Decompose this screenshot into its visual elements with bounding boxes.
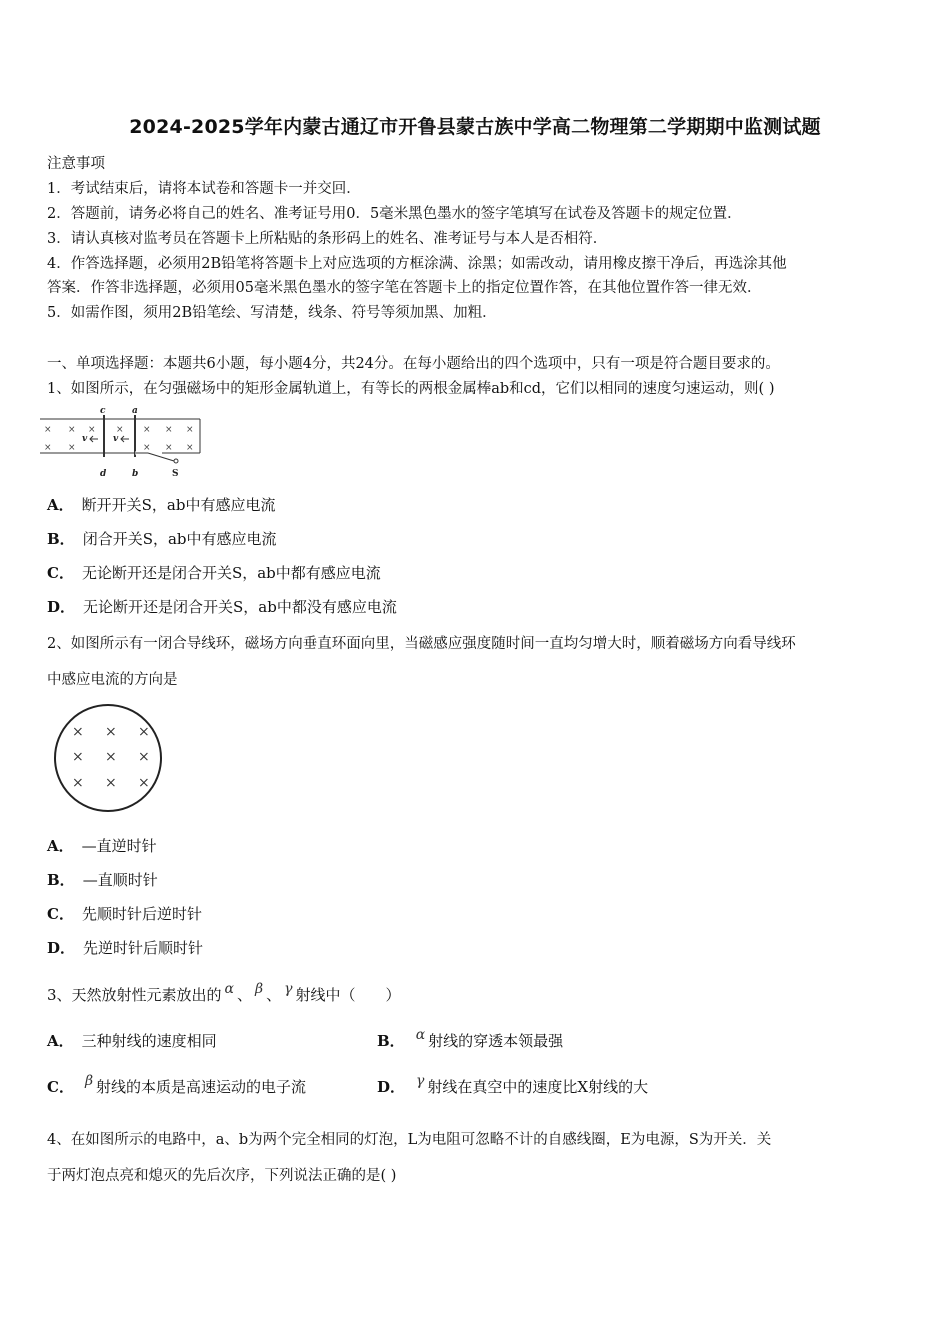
page-title: 2024-2025学年内蒙古通辽市开鲁县蒙古族中学高二物理第二学期期中监测试题 bbox=[129, 116, 821, 138]
q2-option-d[interactable]: D． 先逆时针后顺时针 bbox=[47, 939, 204, 957]
section-heading: 一、单项选择题：本题共6小题，每小题4分，共24分。在每小题给出的四个选项中，只有一项是符合题目要求的。 bbox=[47, 356, 780, 372]
q1-stem: 1、如图所示，在匀强磁场中的矩形金属轨道上，有等长的两根金属棒ab和cd，它们以相同的速度匀速运动，则( ) bbox=[47, 381, 775, 397]
q4-stem-line1: 4、在如图所示的电路中，a、b为两个完全相同的灯泡，L为电阻可忽略不计的自感线圈，E为电源，S为开关．关 bbox=[47, 1132, 772, 1148]
notice-item-4-cont: 答案．作答非选择题，必须用05毫米黑色墨水的签字笔在答题卡上的指定位置作答，在其他位置作答一律无效． bbox=[47, 280, 762, 296]
svg-text:×: × bbox=[165, 425, 173, 435]
svg-text:×: × bbox=[116, 425, 124, 435]
gamma-symbol: γ bbox=[284, 981, 293, 997]
notice-item-3: 3．请认真核对监考员在答题卡上所粘贴的条形码上的姓名、准考证号与本人是否相符． bbox=[47, 231, 608, 247]
svg-text:×: × bbox=[105, 775, 117, 791]
svg-text:×: × bbox=[72, 749, 84, 765]
svg-text:×: × bbox=[138, 724, 150, 740]
q1-option-d[interactable]: D． 无论断开还是闭合开关S，ab中都没有感应电流 bbox=[47, 598, 397, 616]
q2-ring-figure bbox=[50, 702, 168, 814]
label-b: b bbox=[132, 469, 139, 479]
svg-text:×: × bbox=[44, 443, 52, 453]
svg-text:×: × bbox=[105, 724, 117, 740]
svg-text:×: × bbox=[105, 749, 117, 765]
notice-item-2: 2．答题前，请务必将自己的姓名、准考证号用0．5毫米黑色墨水的签字笔填写在试卷及答题卡的规定位置． bbox=[47, 206, 742, 222]
svg-text:×: × bbox=[138, 775, 150, 791]
label-v1: v bbox=[82, 434, 88, 444]
q3-option-b[interactable]: B． α 射线的穿透本领最强 bbox=[377, 1027, 564, 1050]
svg-text:×: × bbox=[143, 425, 151, 435]
beta-symbol: β bbox=[255, 981, 264, 997]
label-d: d bbox=[100, 469, 107, 479]
q2-option-b[interactable]: B． —直顺时针 bbox=[47, 871, 158, 889]
notice-item-4: 4．作答选择题，必须用2B铅笔将答题卡上对应选项的方框涂满、涂黑；如需改动，请用橡皮擦干净后，再选涂其他 bbox=[47, 256, 787, 272]
q1-option-b[interactable]: B． 闭合开关S，ab中有感应电流 bbox=[47, 530, 277, 548]
notice-item-1: 1．考试结束后，请将本试卷和答题卡一并交回． bbox=[47, 181, 361, 197]
svg-text:×: × bbox=[143, 443, 151, 453]
q4-stem-line2: 于两灯泡点亮和熄灭的先后次序，下列说法正确的是( ) bbox=[47, 1168, 397, 1184]
svg-text:×: × bbox=[88, 425, 96, 435]
label-c: c bbox=[100, 406, 106, 416]
q1-option-a[interactable]: A． 断开开关S，ab中有感应电流 bbox=[47, 496, 276, 514]
svg-text:×: × bbox=[165, 443, 173, 453]
svg-text:×: × bbox=[186, 443, 194, 453]
svg-text:×: × bbox=[186, 425, 194, 435]
q3-option-a[interactable]: A． 三种射线的速度相同 bbox=[47, 1032, 217, 1050]
alpha-symbol: α bbox=[224, 981, 235, 997]
label-s: S bbox=[172, 469, 179, 479]
q1-option-c[interactable]: C． 无论断开还是闭合开关S，ab中都有感应电流 bbox=[47, 564, 381, 582]
q3-option-c[interactable]: C． β 射线的本质是高速运动的电子流 bbox=[47, 1073, 307, 1096]
svg-text:×: × bbox=[68, 425, 76, 435]
svg-text:×: × bbox=[68, 443, 76, 453]
notice-item-5: 5．如需作图，须用2B铅笔绘、写清楚，线条、符号等须加黑、加粗． bbox=[47, 305, 497, 321]
q2-stem-line2: 中感应电流的方向是 bbox=[47, 672, 178, 688]
notice-heading: 注意事项 bbox=[47, 156, 105, 172]
q2-stem-line1: 2、如图所示有一闭合导线环，磁场方向垂直环面向里，当磁感应强度随时间一直均匀增大时，顺着磁场方向看导线环 bbox=[47, 636, 796, 652]
q3-option-d[interactable]: D． γ 射线在真空中的速度比X射线的大 bbox=[377, 1073, 649, 1096]
q2-option-c[interactable]: C． 先顺时针后逆时针 bbox=[47, 905, 202, 923]
label-v2: v bbox=[113, 434, 119, 444]
q3-stem: 3、天然放射性元素放出的 α 、 β 、 γ 射线中（ ） bbox=[47, 981, 401, 1004]
svg-text:×: × bbox=[72, 724, 84, 740]
svg-text:×: × bbox=[138, 749, 150, 765]
label-a: a bbox=[132, 406, 138, 416]
q2-option-a[interactable]: A． —直逆时针 bbox=[47, 837, 157, 855]
q1-rail-figure bbox=[40, 405, 205, 481]
svg-text:×: × bbox=[72, 775, 84, 791]
svg-text:×: × bbox=[44, 425, 52, 435]
